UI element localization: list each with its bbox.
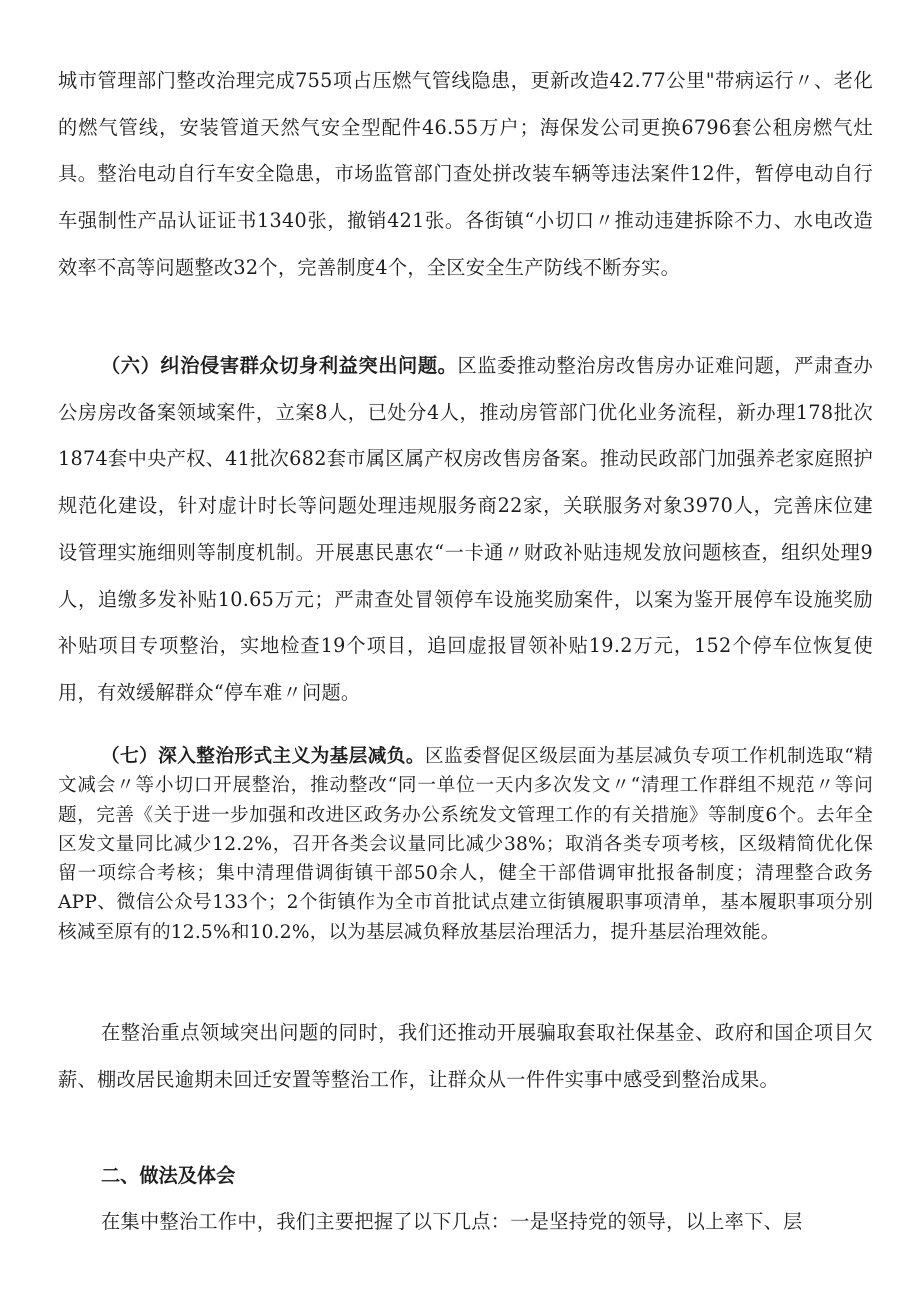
paragraph-text: 城市管理部门整改治理完成755项占压燃气管线隐患，更新改造42.77公里"带病运行〃、老化的燃气管线，安装管道天然气安全型配件46.55万户；海保发公司更换6796套公租房燃气灶具。整治电动自行车安全隐患，市场监管部门查处拼改装车辆等违法案件12件，暂停电动自行车强制性产品认证证书1340张，撤销421张。各街镇“小切口〃推动违建拆除不力、水电改造效率不高等问题整改32个，完善制度4个，全区安全生产防线不断夯实。 xyxy=(58,69,873,279)
section-6-body: 区监委推动整治房改售房办证难问题，严肃查办公房房改备案领域案件，立案8人，已处分4人，推动房管部门优化业务流程，新办理178批次1874套中央产权、41批次682套市属区属产权房改售房备案。推动民政部门加强养老家庭照护规范化建设，针对虚计时长等问题处理违规服务商22家，关联服务对象3970人，完善床位建设管理实施细则等制度机制。开展惠民惠农“一卡通〃财政补贴违规发放问题核查，组织处理9人，追缴多发补贴10.65万元；严肃查处冒领停车设施奖励案件，以案为鉴开展停车设施奖励补贴项目专项整治，实地检查19个项目，追回虚报冒领补贴19.2万元，152个停车位恢复使用，有效缓解群众“停车难〃问题。 xyxy=(58,354,873,704)
paragraph-text: 在集中整治工作中，我们主要把握了以下几点：一是坚持党的领导，以上率下、层 xyxy=(101,1210,803,1233)
section-7-paragraph xyxy=(58,742,873,947)
section-2-heading: 二、做法及体会 xyxy=(101,1164,236,1187)
section-6-heading: （六）纠治侵害群众切身利益突出问题。 xyxy=(101,354,458,377)
paragraph-other-rectification xyxy=(58,1010,873,1103)
paragraph-text: 在整治重点领域突出问题的同时，我们还推动开展骗取套取社保基金、政府和国企项目欠薪、棚改居民逾期未回迁安置等整治工作，让群众从一件件实事中感受到整治成果。 xyxy=(58,1021,873,1091)
paragraph-gas-safety xyxy=(58,58,873,292)
section-7-heading: （七）深入整治形式主义为基层减负。 xyxy=(101,746,425,767)
section-7-body: 区监委督促区级层面为基层减负专项工作机制选取“精文减会〃等小切口开展整治，推动整改“同一单位一天内多次发文〃“清理工作群组不规范〃等问题，完善《关于进一步加强和改进区政务办公系统发文管理工作的有关措施》等制度6个。去年全区发文量同比减少12.2%，召开各类会议量同比减少38%；取消各类专项考核，区级精简优化保留一项综合考核；集中清理借调街镇干部50余人，健全干部借调审批报备制度；清理整合政务APP、微信公众号133个；2个街镇作为全市首批试点建立街镇履职事项清单，基本履职事项分别核减至原有的12.5%和10.2%，以为基层减负释放基层治理活力，提升基层治理效能。 xyxy=(58,746,874,943)
section-6-paragraph xyxy=(58,343,873,717)
paragraph-practices xyxy=(58,1199,873,1246)
